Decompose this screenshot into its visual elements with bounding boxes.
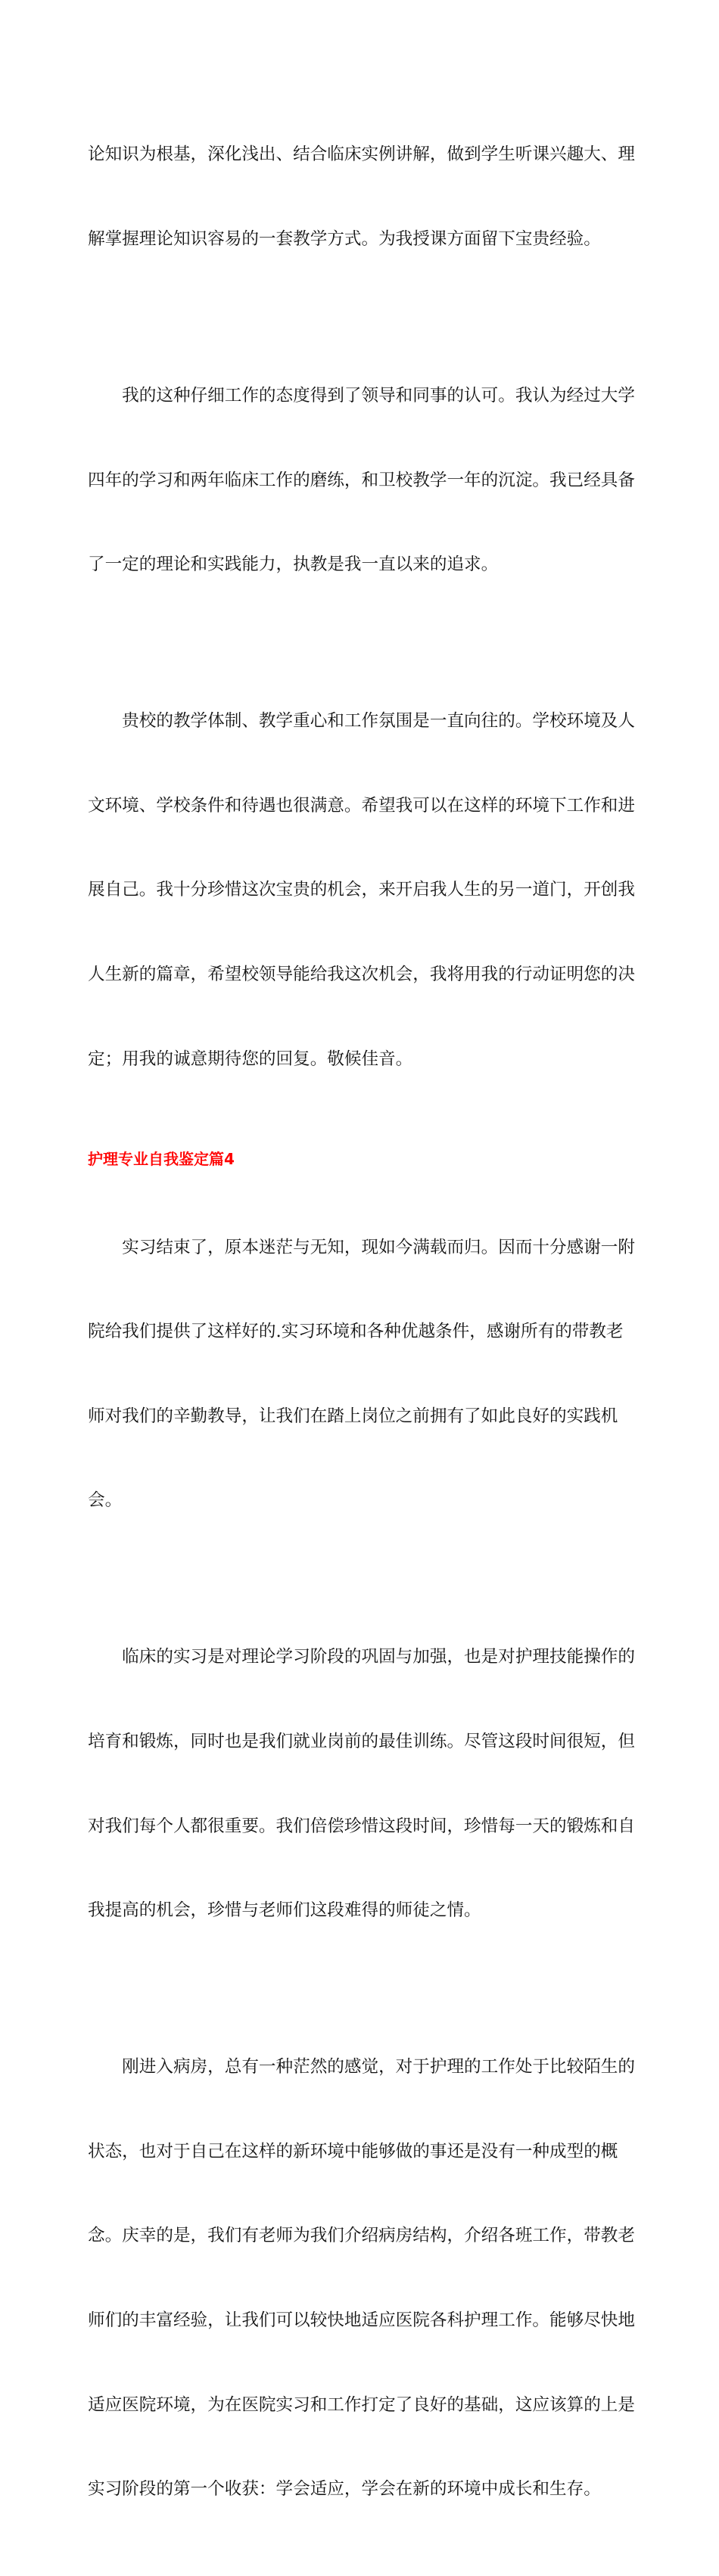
text-line: 实习结束了，原本迷茫与无知，现如今满载而归。因而十分感谢一附 [88,1237,635,1257]
text-line: 对我们每个人都很重要。我们倍偿珍惜这段时间，珍惜每一天的锻炼和自 [88,1816,635,1836]
text-line: 适应医院环境，为在医院实习和工作打定了良好的基础，这应该算的上是 [88,2394,635,2415]
paragraph [88,1177,633,1571]
text-line: 我的这种仔细工作的态度得到了领导和同事的认可。我认为经过大学 [88,386,635,406]
text-line: 文环境、学校条件和待遇也很满意。希望我可以在这样的环境下工作和进 [88,795,635,816]
text-line: 四年的学习和两年临床工作的磨练，和卫校教学一年的沉淀。我已经具备 [88,470,635,490]
document-body [88,85,633,2576]
text-line: 了一定的理论和实践能力，执教是我一直以来的追求。 [88,555,499,575]
paragraph [88,85,633,310]
text-line: 念。庆幸的是，我们有老师为我们介绍病房结构，介绍各班工作，带教老 [88,2226,635,2246]
text-line: 展自己。我十分珍惜这次宝贵的机会，来开启我人生的另一道门，开创我 [88,880,635,900]
text-line: 刚进入病房，总有一种茫然的感觉，对于护理的工作处于比较陌生的 [88,2057,635,2077]
text-line: 定；用我的诚意期待您的回复。敬候佳音。 [88,1049,413,1069]
paragraph [88,1997,633,2560]
text-line: 论知识为根基，深化浅出、结合临床实例讲解，做到学生听课兴趣大、理 [88,144,635,165]
text-line: 解掌握理论知识容易的一套教学方式。为我授课方面留下宝贵经验。 [88,229,601,249]
text-line: 院给我们提供了这样好的.实习环境和各种优越条件，感谢所有的带教老 [88,1322,624,1342]
paragraph [88,326,633,635]
text-line: 师们的丰富经验，让我们可以较快地适应医院各科护理工作。能够尽快地 [88,2310,635,2330]
text-line: 会。 [88,1490,123,1511]
paragraph [88,1587,633,1981]
text-line: 实习阶段的第一个收获：学会适应，学会在新的环境中成长和生存。 [88,2479,601,2500]
text-line: 状态，也对于自己在这样的新环境中能够做的事还是没有一种成型的概 [88,2141,618,2161]
text-line: 临床的实习是对理论学习阶段的巩固与加强，也是对护理技能操作的 [88,1647,635,1667]
text-line: 培育和锻炼，同时也是我们就业岗前的最佳训练。尽管这段时间很短，但 [88,1731,635,1751]
text-line: 人生新的篇章，希望校领导能给我这次机会，我将用我的行动证明您的决 [88,964,635,984]
paragraph [88,651,633,1130]
text-line: 师对我们的辛勤教导，让我们在踏上岗位之前拥有了如此良好的实践机 [88,1406,618,1426]
section-heading: 护理专业自我鉴定篇4 [88,1150,235,1169]
text-line: 贵校的教学体制、教学重心和工作氛围是一直向往的。学校环境及人 [88,711,635,732]
text-line: 我提高的机会，珍惜与老师们这段难得的师徒之情。 [88,1900,481,1921]
